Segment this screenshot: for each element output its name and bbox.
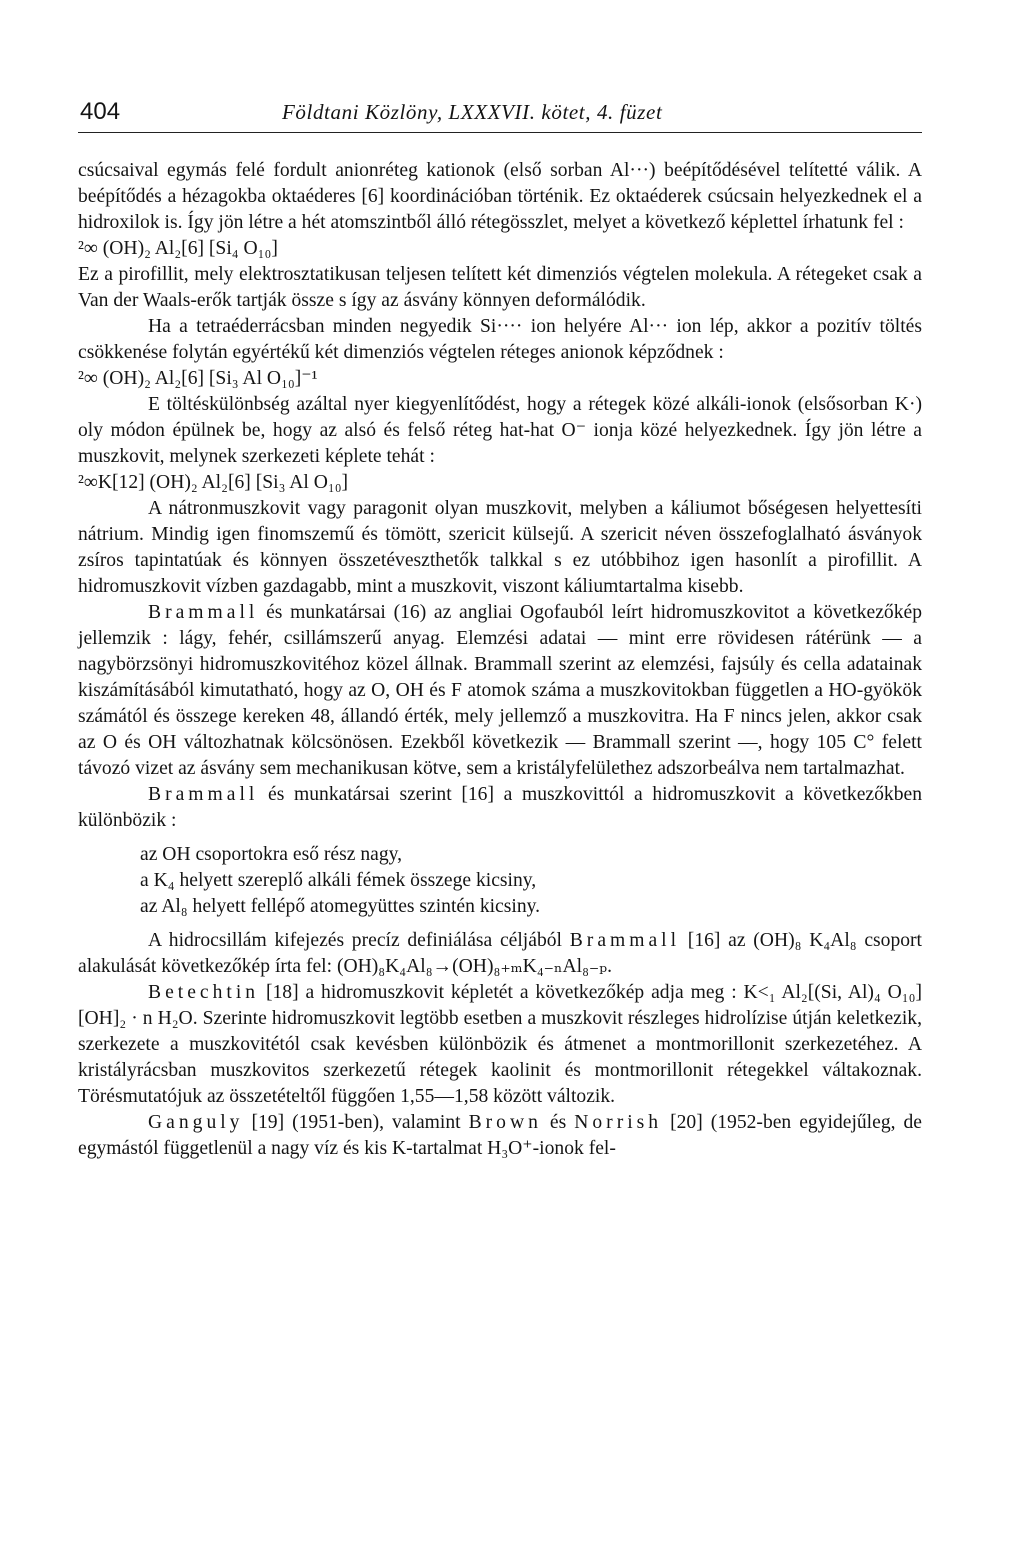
- page: [78, 96, 923, 1159]
- author-name: Brammall: [569, 930, 681, 951]
- paragraph-text: [19] (1951-ben), valamint: [243, 1112, 469, 1133]
- paragraph: Ha a tetraéderrácsban minden negyedik Si···· ion helyére Al··· ion lép, akkor a pozitív töltés csökkenése folytán egyértékű két dimenziós végtelen réteges anionok képződnek :: [78, 316, 922, 363]
- page-header: [78, 96, 922, 133]
- author-name: Brammall: [148, 602, 259, 623]
- author-name: Ganguly: [148, 1112, 244, 1133]
- difference-list: [140, 842, 922, 920]
- paragraph: [78, 928, 922, 980]
- paragraph: [78, 980, 922, 1110]
- author-name: Brammall: [148, 784, 259, 805]
- paragraph-text: [18] a hidromuszkovit képletét a következőkép adja meg : K<₁ Al₂[(Si, Al)₄ O₁₀] [OH]₂ · n H₂O. Szerinte hidromuszkovit legtöbb esetben a muszkovit részleges hidrolízise útján keletkezik, szerkezete a muszkovitétól csak kevésben különbözik és átmenet a montmorillonit szerkezetéhez. A kristályrácsban muszkovitos szerkezetű rétegek kaolinit és montmorillonit rétegekkel váltakoznak. Törésmutatójuk az összetételtől függően 1,55—1,58 között változik.: [78, 982, 922, 1107]
- paragraph-text: [20] (1952-ben egyidejűleg, de egymástól függetlenül a nagy víz és kis K-tartalmat H₃O⁺-ionok fel-: [78, 1112, 922, 1159]
- formula-anion-layer: ²∞ (OH)₂ Al₂[6] [Si₃ Al O₁₀]⁻¹: [78, 368, 318, 389]
- author-name: Brown: [468, 1112, 542, 1133]
- paragraph: [78, 782, 922, 834]
- formula-muscovite: ²∞K[12] (OH)₂ Al₂[6] [Si₃ Al O₁₀]: [78, 472, 349, 493]
- page-number: 404: [80, 98, 121, 125]
- paragraph-text: és munkatársai szerint [16] a muszkovittól a hidromuszkovit a következőkben különbözik :: [78, 784, 922, 831]
- author-name: Betechtin: [148, 982, 260, 1003]
- paragraph: E töltéskülönbség azáltal nyer kiegyenlítődést, hogy a rétegek közé alkáli-ionok (elsősorban K·) oly módon épülnek be, hogy az alsó és felső réteg hat-hat O⁻ ionja közé helyezkednek. Így jön létre a muszkovit, melynek szerkezeti képlete tehát :: [78, 394, 922, 467]
- paragraph: csúcsaival egymás felé fordult anionréteg kationok (első sorban Al···) beépítődésével telítetté válik. A beépítődés a hézagokba oktaéderes [6] koordinációban történik. Ez oktaéderek csúcsain helyezkednek el a hidroxilok is. Így jön létre a hét atomszintből álló rétegösszlet, melyet a következő képlettel írhatunk fel :: [78, 160, 922, 233]
- paragraph: A nátronmuszkovit vagy paragonit olyan muszkovit, melyben a káliumot bőségesen helyettesíti nátrium. Mindig igen finomszemű és tömött, szericit külsejű. A szericit néven összefoglalható ásványok zsíros tapintatúak és könnyen összetéveszthetők talkkal s ez utóbbihoz igen hasonlít a pirofillit. A hidromuszkovit vízben gazdagabb, mint a muszkovit, viszont káliumtartalma kisebb.: [78, 498, 922, 597]
- paragraph-text: és munkatársai (16) az angliai Ogofauból leírt hidromuszkovitot a következőkép jellemzik : lágy, fehér, csillámszerű anyag. Elemzési adatai — mint erre rövidesen rátérünk — a nagybörzsönyi hidromuszkovitéhoz közel állnak. Brammall szerint az elemzési, fajsúly és cella adatainak kiszámításából kimutatható, hogy az O, OH és F atomok száma a muszkovitokban független a HO-gyökök számától és összege kereken 48, állandó érték, mely jellemző a muszkovitra. Ha F nincs jelen, akkor csak az O és OH változhatnak kölcsönösen. Ezekből következik — Brammall szerint —, hogy 105 C° felett távozó vizet az ásvány sem mechanikusan kötve, sem a kristályfelülethez adszorbeálva nem tartalmazhat.: [78, 602, 922, 779]
- list-item: a K₄ helyett szereplő alkáli fémek összege kicsiny,: [140, 870, 537, 891]
- paragraph: [78, 1110, 922, 1162]
- paragraph-text: [16] az (OH)₈ K₄Al₈ csoport alakulását következőkép írta fel: (OH)₈K₄Al₈→(OH)₈₊ₘK₄₋ₙAl₈₋ₚ.: [78, 930, 923, 977]
- paragraph: Ez a pirofillit, mely elektrosztatikusan teljesen telített két dimenziós végtelen molekula. A rétegeket csak a Van der Waals-erők tartják össze s így az ásvány könnyen deformálódik.: [78, 264, 922, 311]
- paragraph: [78, 600, 922, 782]
- paragraph-text: és: [541, 1112, 575, 1133]
- author-name: Norrish: [574, 1112, 663, 1133]
- list-item: az Al₈ helyett fellépő atomegyüttes szintén kicsiny.: [140, 896, 541, 917]
- formula-pyrophyllite: ²∞ (OH)₂ Al₂[6] [Si₄ O₁₀]: [78, 238, 278, 259]
- running-title: Földtani Közlöny, LXXXVII. kötet, 4. füzet: [282, 100, 663, 124]
- list-item: az OH csoportokra eső rész nagy,: [140, 844, 403, 865]
- page-body: [78, 158, 922, 1162]
- paragraph-text: A hidrocsillám kifejezés precíz definiálása céljából: [148, 930, 570, 951]
